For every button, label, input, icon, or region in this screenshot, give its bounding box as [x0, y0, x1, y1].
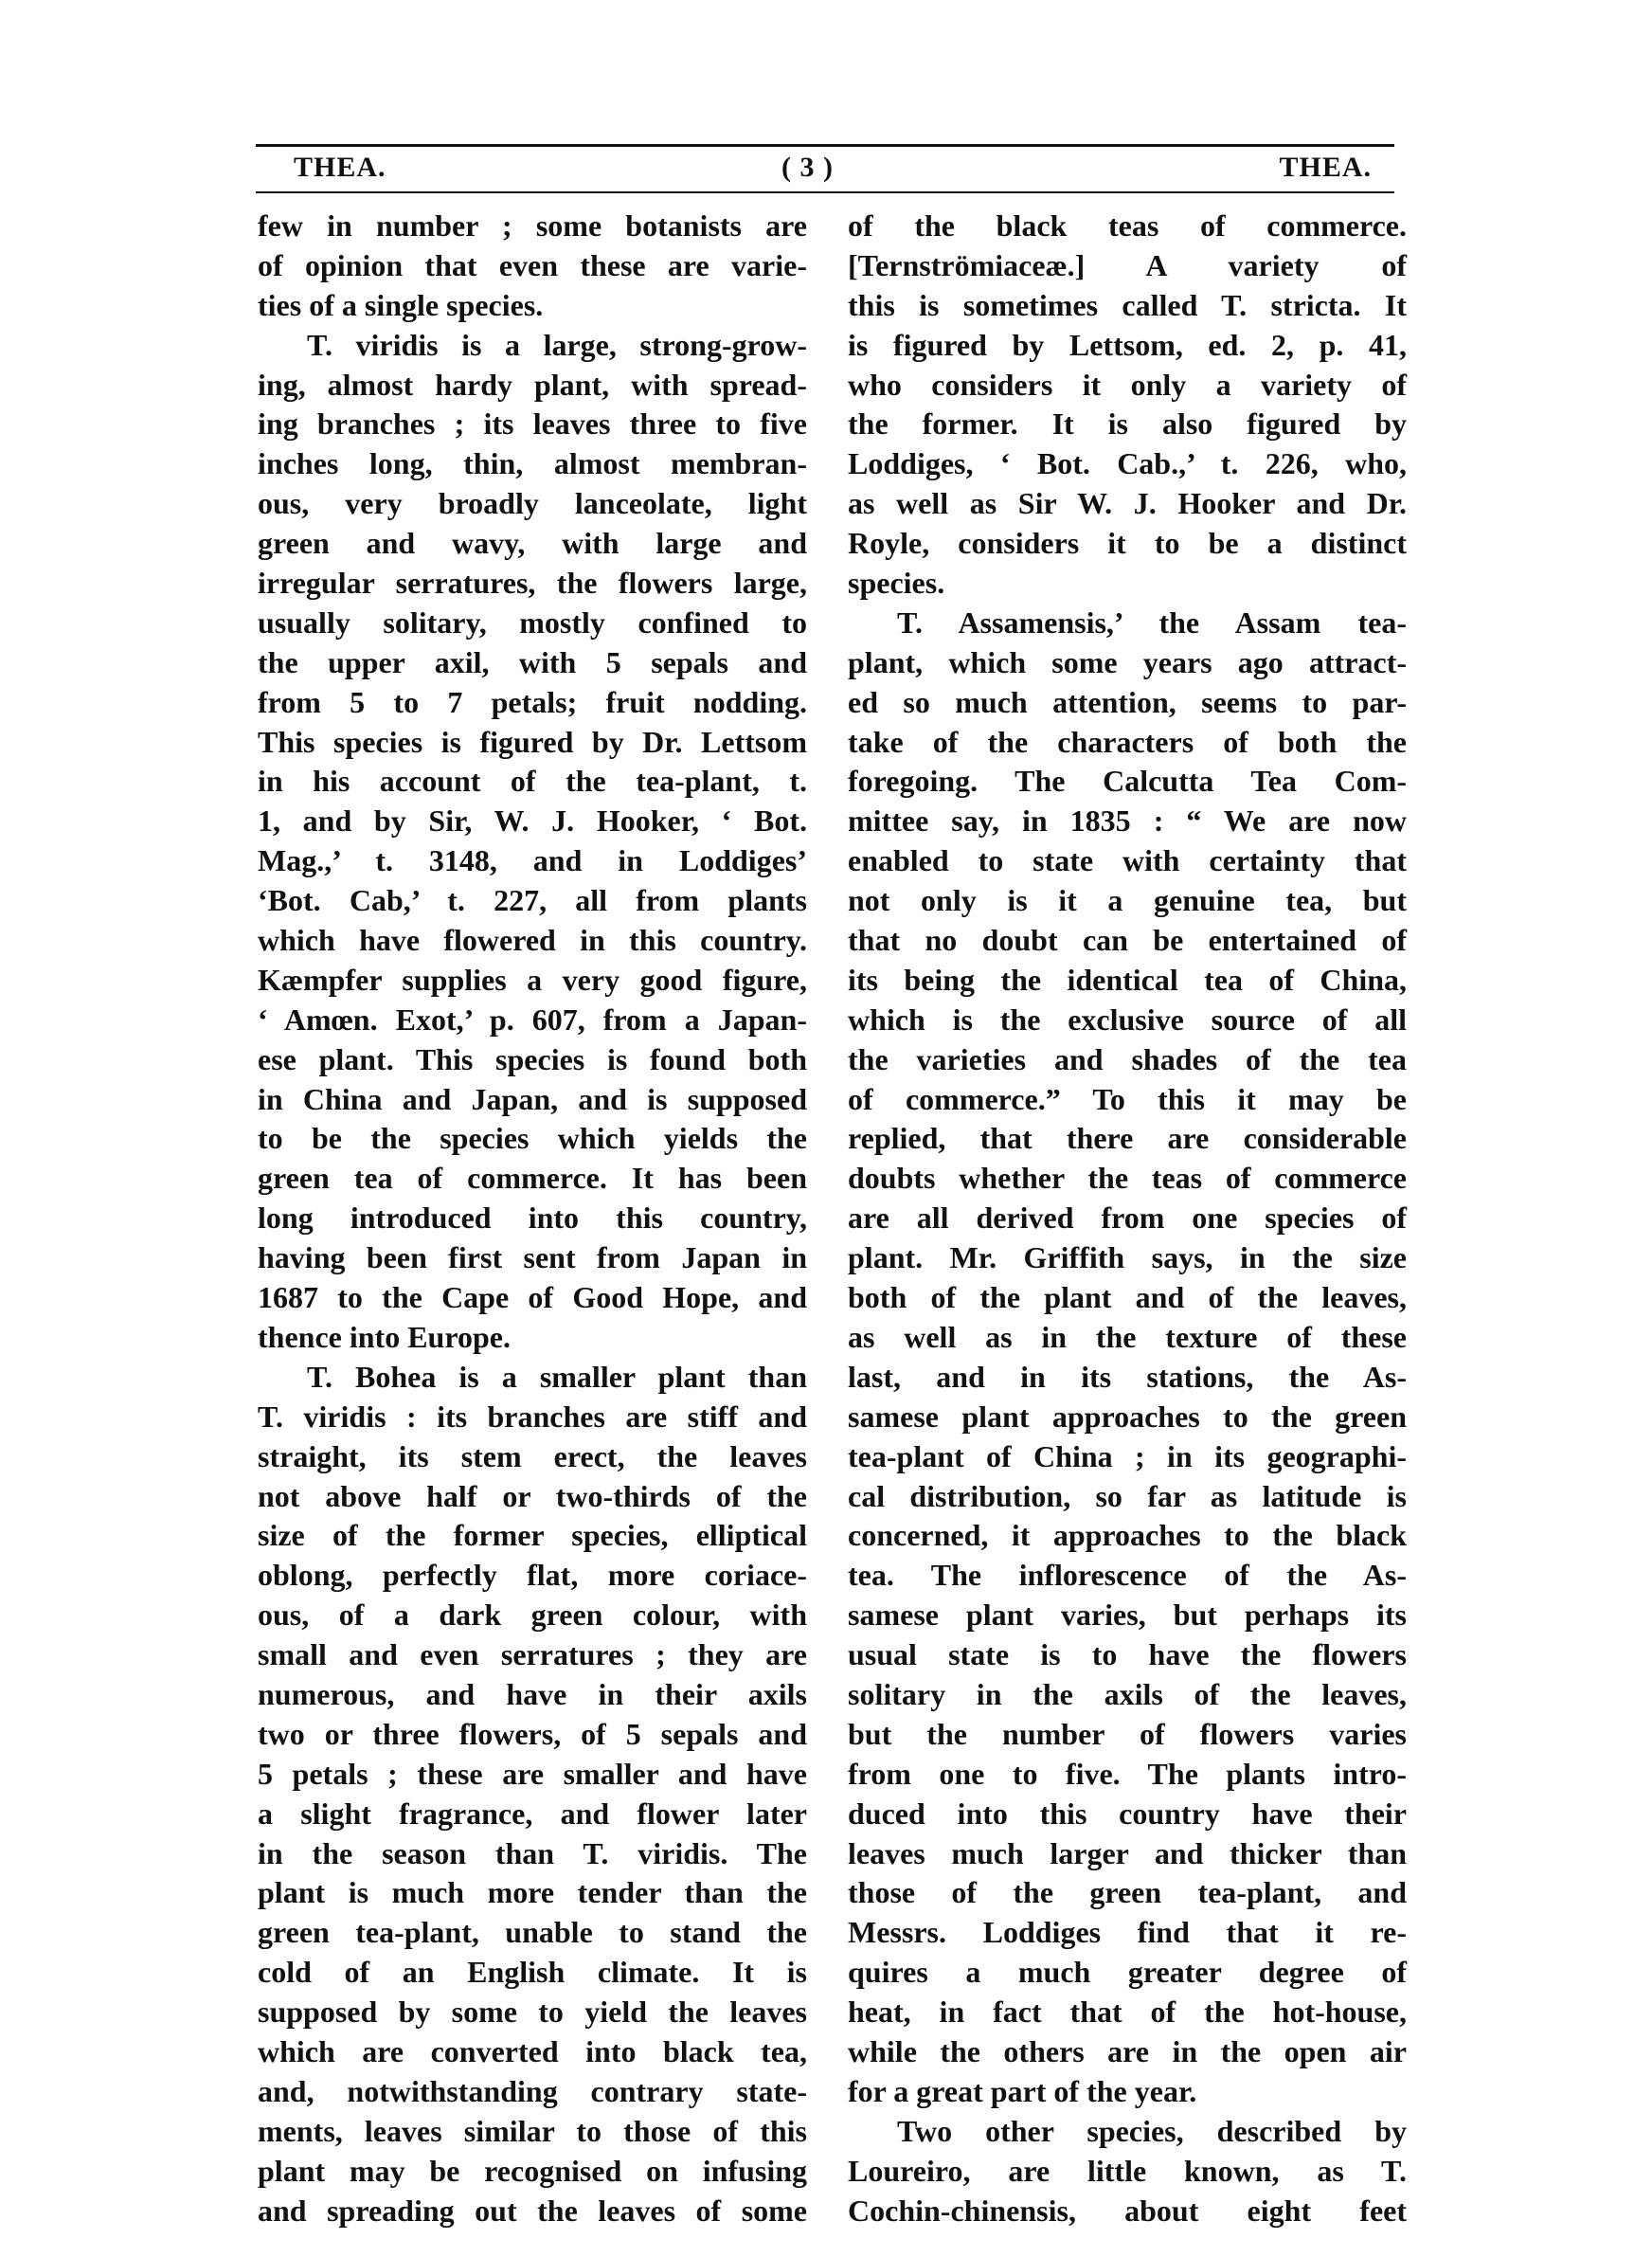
text-line: Loddiges, ‘ Bot. Cab.,’ t. 226, who, [848, 446, 1407, 481]
text-line: the former. It is also figured by [848, 406, 1407, 442]
text-line: but the number of flowers varies [848, 1716, 1407, 1751]
text-line: 1, and by Sir, W. J. Hooker, ‘ Bot. [258, 803, 807, 839]
text-line: 5 petals ; these are smaller and have [258, 1756, 807, 1791]
text-line: of commerce.” To this it may be [848, 1081, 1407, 1116]
header-rule-top [256, 144, 1394, 147]
text-line: this is sometimes called T. stricta. It [848, 287, 1407, 322]
text-line: foregoing. The Calcutta Tea Com- [848, 764, 1407, 799]
text-line: not above half or two-thirds of the [258, 1478, 807, 1513]
header-rule-bottom [256, 191, 1394, 193]
text-line: having been first sent from Japan in [258, 1240, 807, 1275]
text-line: doubts whether the teas of commerce [848, 1161, 1407, 1196]
text-line: and spreading out the leaves of some [258, 2193, 807, 2228]
text-line: straight, its stem erect, the leaves [258, 1438, 807, 1473]
text-line: to be the species which yields the [258, 1121, 807, 1156]
text-line: thence into Europe. [258, 1319, 511, 1354]
text-line: in his account of the tea-plant, t. [258, 764, 807, 799]
text-line: T. viridis is a large, strong-grow- [307, 327, 807, 362]
text-line: [Ternströmiaceæ.] A variety of [848, 247, 1407, 282]
text-line: in China and Japan, and is supposed [258, 1081, 807, 1116]
header-left-word: THEA. [294, 152, 386, 183]
text-line: of the black teas of commerce. [848, 208, 1407, 243]
text-line: long introduced into this country, [258, 1201, 807, 1236]
text-line: ous, very broadly lanceolate, light [258, 486, 807, 521]
text-line: that no doubt can be entertained of [848, 923, 1407, 958]
text-line: green and wavy, with large and [258, 526, 807, 561]
text-line: is figured by Lettsom, ed. 2, p. 41, [848, 327, 1407, 362]
text-line: leaves much larger and thicker than [848, 1835, 1407, 1870]
text-line: plant, which some years ago attract- [848, 644, 1407, 679]
text-line: the upper axil, with 5 sepals and [258, 644, 807, 679]
text-line: few in number ; some botanists are [258, 208, 807, 243]
text-line: are all derived from one species of [848, 1201, 1407, 1236]
text-line: duced into this country have their [848, 1796, 1407, 1831]
text-line: Cochin-chinensis, about eight feet [848, 2193, 1407, 2228]
text-line: replied, that there are considerable [848, 1121, 1407, 1156]
header-right-word: THEA. [1279, 152, 1372, 183]
text-line: two or three flowers, of 5 sepals and [258, 1716, 807, 1751]
text-line: Mag.,’ t. 3148, and in Loddiges’ [258, 843, 807, 878]
text-line: who considers it only a variety of [848, 367, 1407, 402]
page-number: ( 3 ) [781, 152, 834, 183]
text-line: irregular serratures, the flowers large, [258, 566, 807, 601]
text-line: not only is it a genuine tea, but [848, 883, 1407, 918]
text-line: and, notwithstanding contrary state- [258, 2073, 807, 2108]
text-line: green tea of commerce. It has been [258, 1161, 807, 1196]
right-column [848, 207, 1407, 2230]
text-line: green tea-plant, unable to stand the [258, 1915, 807, 1950]
text-line: for a great part of the year. [848, 2073, 1197, 2108]
text-line: small and even serratures ; they are [258, 1637, 807, 1672]
text-line: from one to five. The plants intro- [848, 1756, 1407, 1791]
running-header [256, 152, 1392, 184]
text-line: inches long, thin, almost membran- [258, 446, 807, 481]
text-line: take of the characters of both the [848, 724, 1407, 759]
text-line: the varieties and shades of the tea [848, 1041, 1407, 1076]
text-line: T. Bohea is a smaller plant than [307, 1359, 807, 1394]
text-line: in the season than T. viridis. The [258, 1835, 807, 1870]
text-line: which are converted into black tea, [258, 2033, 807, 2068]
text-line: enabled to state with certainty that [848, 843, 1407, 878]
text-line: of opinion that even these are varie- [258, 247, 807, 282]
text-line: T. viridis : its branches are stiff and [258, 1399, 807, 1434]
text-line: ‘Bot. Cab,’ t. 227, all from plants [258, 883, 807, 918]
text-line: plant. Mr. Griffith says, in the size [848, 1240, 1407, 1275]
text-line: ese plant. This species is found both [258, 1041, 807, 1076]
text-line: both of the plant and of the leaves, [848, 1280, 1407, 1315]
text-line: T. Assamensis,’ the Assam tea- [897, 605, 1407, 640]
text-line: This species is figured by Dr. Lettsom [258, 724, 807, 759]
left-column [258, 207, 807, 2230]
text-line: ments, leaves similar to those of this [258, 2113, 807, 2148]
text-line: heat, in fact that of the hot-house, [848, 1995, 1407, 2030]
text-line: concerned, it approaches to the black [848, 1518, 1407, 1553]
text-line: mittee say, in 1835 : “ We are now [848, 803, 1407, 839]
text-line: as well as in the texture of these [848, 1319, 1407, 1354]
text-line: ed so much attention, seems to par- [848, 684, 1407, 719]
text-line: while the others are in the open air [848, 2033, 1407, 2068]
text-line: tea-plant of China ; in its geographi- [848, 1438, 1407, 1473]
text-line: usually solitary, mostly confined to [258, 605, 807, 640]
text-line: from 5 to 7 petals; fruit nodding. [258, 684, 807, 719]
text-line: ing branches ; its leaves three to five [258, 406, 807, 442]
text-line: numerous, and have in their axils [258, 1676, 807, 1711]
text-line: 1687 to the Cape of Good Hope, and [258, 1280, 807, 1315]
text-line: which is the exclusive source of all [848, 1002, 1407, 1037]
text-line: plant is much more tender than the [258, 1875, 807, 1910]
text-line: ties of a single species. [258, 287, 544, 322]
text-line: Messrs. Loddiges find that it re- [848, 1915, 1407, 1950]
text-line: species. [848, 566, 945, 601]
text-line: cal distribution, so far as latitude is [848, 1478, 1407, 1513]
text-line: its being the identical tea of China, [848, 962, 1407, 997]
text-line: plant may be recognised on infusing [258, 2153, 807, 2188]
text-line: ous, of a dark green colour, with [258, 1598, 807, 1633]
text-line: cold of an English climate. It is [258, 1955, 807, 1990]
text-line: which have flowered in this country. [258, 923, 807, 958]
text-line: Kæmpfer supplies a very good figure, [258, 962, 807, 997]
text-line: samese plant approaches to the green [848, 1399, 1407, 1434]
text-line: Loureiro, are little known, as T. [848, 2153, 1407, 2188]
text-line: a slight fragrance, and flower later [258, 1796, 807, 1831]
text-line: as well as Sir W. J. Hooker and Dr. [848, 486, 1407, 521]
text-line: those of the green tea-plant, and [848, 1875, 1407, 1910]
text-line: Two other species, described by [897, 2113, 1407, 2148]
text-line: ‘ Amœn. Exot,’ p. 607, from a Japan- [258, 1002, 807, 1037]
text-line: last, and in its stations, the As- [848, 1359, 1407, 1394]
text-line: ing, almost hardy plant, with spread- [258, 367, 807, 402]
text-line: oblong, perfectly flat, more coriace- [258, 1558, 807, 1593]
text-line: usual state is to have the flowers [848, 1637, 1407, 1672]
text-line: solitary in the axils of the leaves, [848, 1676, 1407, 1711]
text-line: samese plant varies, but perhaps its [848, 1598, 1407, 1633]
text-line: size of the former species, elliptical [258, 1518, 807, 1553]
text-line: quires a much greater degree of [848, 1955, 1407, 1990]
text-line: Royle, considers it to be a distinct [848, 526, 1407, 561]
text-line: supposed by some to yield the leaves [258, 1995, 807, 2030]
text-line: tea. The inflorescence of the As- [848, 1558, 1407, 1593]
